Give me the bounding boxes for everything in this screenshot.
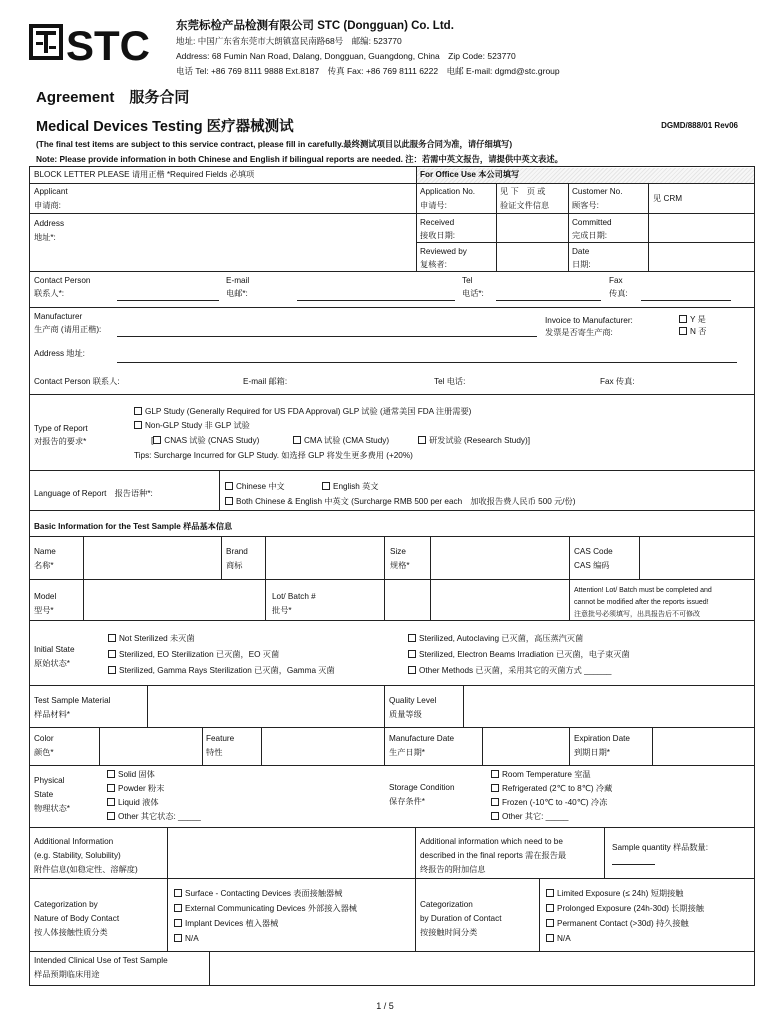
applicant-label-en: Applicant (34, 187, 68, 196)
lot-label-cn: 批号* (272, 606, 292, 615)
checkbox-icon[interactable] (408, 666, 416, 674)
model-label-cn: 型号* (34, 606, 54, 615)
additional-info-label-1: Additional Information (34, 837, 114, 846)
applicant-label-cn: 申请商: (34, 201, 61, 210)
not-sterilized-option[interactable]: Not Sterilized 未灭菌 (108, 632, 195, 646)
email-label-en: E-mail (226, 276, 250, 285)
checkbox-icon[interactable] (679, 327, 687, 335)
size-label-cn: 规格* (390, 561, 410, 570)
electron-beam-option[interactable]: Sterilized, Electron Beams Irradiation 已灭菌，电子束灭菌 (408, 648, 630, 662)
checkbox-icon[interactable] (418, 436, 426, 444)
report-type-label-en: Type of Report (34, 424, 88, 433)
glp-tips: Tips: Surcharge Incurred for GLP Study. 如选择 GLP 将发生更多费用 (+20%) (134, 451, 413, 460)
checkbox-icon[interactable] (174, 934, 182, 942)
limited-exposure-option[interactable]: Limited Exposure (≤ 24h) 短期接触 (546, 887, 683, 901)
mfr-tel-label: Tel 电话: (434, 377, 466, 386)
checkbox-icon[interactable] (174, 904, 182, 912)
manufacturer-label-cn: 生产商 (请用正楷): (34, 325, 102, 334)
other-storage-option[interactable]: Other 其它: _____ (491, 810, 568, 824)
storage-label-cn: 保存条件* (389, 797, 425, 806)
mfr-contact-label: Contact Person 联系人: (34, 377, 120, 386)
expiration-date-label-en: Expiration Date (574, 734, 630, 743)
glp-option[interactable]: GLP Study (Generally Required for US FDA Approval) GLP 试验 (通常美国 FDA 注册需要) (134, 405, 471, 419)
duration-label-2: by Duration of Contact (420, 914, 502, 923)
manufacture-date-label-en: Manufacture Date (389, 734, 455, 743)
color-label-en: Color (34, 734, 54, 743)
checkbox-icon[interactable] (107, 784, 115, 792)
company-address-en: Address: 68 Fumin Nan Road, Dalang, Dongguan, Guangdong, China Zip Code: 523770 (176, 51, 516, 61)
company-header (176, 18, 560, 79)
sample-quantity-input[interactable] (612, 864, 655, 865)
lot-label-en: Lot/ Batch # (272, 592, 316, 601)
contact-person-label-en: Contact Person (34, 276, 91, 285)
name-label-en: Name (34, 547, 56, 556)
checkbox-icon[interactable] (322, 482, 330, 490)
see-page-text: 见 下 页 或 (500, 187, 546, 196)
checkbox-icon[interactable] (108, 666, 116, 674)
color-label-cn: 颜色* (34, 748, 54, 757)
company-name: 东莞标检产品检测有限公司 STC (Dongguan) Co. Ltd. (176, 20, 454, 32)
checkbox-icon[interactable] (491, 784, 499, 792)
quality-label-en: Quality Level (389, 696, 437, 705)
english-option[interactable]: English 英文 (322, 480, 379, 494)
service-form (29, 166, 755, 979)
checkbox-icon[interactable] (134, 421, 142, 429)
checkbox-icon[interactable] (107, 798, 115, 806)
gamma-sterilized-option[interactable]: Sterilized, Gamma Rays Sterilization 已灭菌，Gamma 灭菌 (108, 664, 335, 678)
invoice-no-option[interactable]: N 否 (679, 325, 706, 339)
solid-option[interactable]: Solid 固体 (107, 768, 155, 782)
address-label-cn: 地址*: (34, 233, 56, 242)
brand-label-en: Brand (226, 547, 248, 556)
checkbox-icon[interactable] (225, 497, 233, 505)
body-contact-label-1: Categorization by (34, 900, 98, 909)
checkbox-icon[interactable] (546, 889, 554, 897)
application-no-label-cn: 申请号: (420, 201, 447, 210)
checkbox-icon[interactable] (153, 436, 161, 444)
body-contact-label-3: 按人体接触性质分类 (34, 928, 108, 937)
additional-info-label-2: (e.g. Stability, Solubility) (34, 851, 121, 860)
mfr-address-input[interactable] (117, 362, 737, 363)
non-glp-option[interactable]: Non-GLP Study 非 GLP 试验 (134, 419, 250, 433)
feature-label-cn: 特性 (206, 748, 223, 757)
date-label-cn: 日期: (572, 260, 591, 269)
material-label-cn: 样品材料* (34, 710, 70, 719)
date-label-en: Date (572, 247, 590, 256)
prolonged-exposure-option[interactable]: Prolonged Exposure (24h-30d) 长期接触 (546, 902, 704, 916)
received-label-en: Received (420, 218, 455, 227)
checkbox-icon[interactable] (134, 407, 142, 415)
fax-label-en: Fax (609, 276, 623, 285)
checkbox-icon[interactable] (491, 798, 499, 806)
checkbox-icon[interactable] (491, 812, 499, 820)
frozen-option[interactable]: Frozen (-10℃ to -40℃) 冷冻 (491, 796, 607, 810)
material-label-en: Test Sample Material (34, 696, 111, 705)
tel-label-en: Tel (462, 276, 473, 285)
duration-label-1: Categorization (420, 900, 473, 909)
research-option[interactable]: 研发试验 (Research Study)] (418, 434, 530, 448)
invoice-yes-option[interactable]: Y 是 (679, 313, 706, 327)
final-report-info-3: 终报告的附加信息 (420, 865, 486, 874)
invoice-label-en: Invoice to Manufacturer: (545, 316, 633, 325)
reviewed-label-en: Reviewed by (420, 247, 467, 256)
tel-label-cn: 电话*: (462, 289, 484, 298)
checkbox-icon[interactable] (491, 770, 499, 778)
bilingual-note: Note: Please provide information in both Chinese and English if bilingual reports are needed. 注：若需中英文报告，请提供中英文表述。 (36, 154, 563, 164)
received-label-cn: 接收日期: (420, 231, 456, 240)
quality-label-cn: 质量等级 (389, 710, 422, 719)
fax-label-cn: 传真: (609, 289, 628, 298)
storage-label-en: Storage Condition (389, 783, 455, 792)
size-label-en: Size (390, 547, 406, 556)
checkbox-icon[interactable] (107, 770, 115, 778)
page-number: 1 / 5 (376, 1001, 394, 1011)
both-language-option[interactable]: Both Chinese & English 中英文 (Surcharge RMB 500 per each 加收报告费人民币 500 元/份) (225, 495, 575, 509)
manufacturer-label-en: Manufacturer (34, 312, 83, 321)
email-label-cn: 电邮*: (226, 289, 248, 298)
permanent-contact-option[interactable]: Permanent Contact (>30d) 持久接触 (546, 917, 689, 931)
eo-sterilized-option[interactable]: Sterilized, EO Sterilization 已灭菌，EO 灭菌 (108, 648, 279, 662)
intended-use-label-cn: 样品预期临床用途 (34, 970, 100, 979)
checkbox-icon[interactable] (408, 634, 416, 642)
contact-person-label-cn: 联系人*: (34, 289, 65, 298)
liquid-option[interactable]: Liquid 液体 (107, 796, 159, 810)
expiration-date-label-cn: 到期日期* (574, 748, 610, 757)
agreement-title: Agreement 服务合同 (36, 89, 190, 106)
model-label-en: Model (34, 592, 57, 601)
checkbox-icon[interactable] (174, 919, 182, 927)
basic-info-title: Basic Information for the Test Sample 样品基本信息 (34, 522, 233, 531)
report-type-label-cn: 对报告的要求* (34, 437, 87, 446)
sample-quantity-label: Sample quantity 样品数量: (612, 843, 709, 852)
logo-text: STC (66, 22, 150, 66)
final-report-info-2: described in the final reports 需在报告最 (420, 851, 567, 860)
intended-use-label-en: Intended Clinical Use of Test Sample (34, 956, 168, 965)
committed-label-cn: 完成日期: (572, 231, 608, 240)
lot-attention-3: 注意批号必须填写，出具报告后不可修改 (574, 611, 700, 618)
lot-attention-1: Attention! Lot/ Batch must be completed and (574, 587, 712, 594)
body-contact-label-2: Nature of Body Contact (34, 914, 120, 923)
mfr-address-label: Address 地址: (34, 349, 85, 358)
language-label: Language of Report 报告语种*: (34, 489, 153, 498)
external-communicating-option[interactable]: External Communicating Devices 外部接入器械 (174, 902, 357, 916)
duration-label-3: 按接触时间分类 (420, 928, 478, 937)
final-report-info-1: Additional information which need to be (420, 837, 563, 846)
implant-option[interactable]: Implant Devices 植入器械 (174, 917, 278, 931)
initial-state-label-cn: 原始状态* (34, 659, 70, 668)
checkbox-icon[interactable] (174, 889, 182, 897)
chinese-option[interactable]: Chinese 中文 (225, 480, 285, 494)
contact-na-option[interactable]: N/A (174, 932, 199, 946)
initial-state-label-en: Initial State (34, 645, 75, 654)
lot-attention-2: cannot be modified after the reports issued! (574, 599, 709, 606)
checkbox-icon[interactable] (108, 650, 116, 658)
physical-state-label-3: 物理状态* (34, 804, 70, 813)
refrigerated-option[interactable]: Refrigerated (2℃ to 8℃) 冷藏 (491, 782, 612, 796)
checkbox-icon[interactable] (408, 650, 416, 658)
service-title: Medical Devices Testing 医疗器械测试 (36, 119, 294, 135)
duration-na-option[interactable]: N/A (546, 932, 571, 946)
tel-input[interactable] (496, 300, 601, 301)
stc-logo (28, 20, 174, 66)
room-temp-option[interactable]: Room Temperature 室温 (491, 768, 591, 782)
cnas-option[interactable]: [ CNAS 试验 (CNAS Study) (151, 436, 260, 445)
cma-option[interactable]: CMA 试验 (CMA Study) (293, 434, 389, 448)
manufacture-date-label-cn: 生产日期* (389, 748, 425, 757)
address-label-en: Address (34, 219, 65, 228)
checkbox-icon[interactable] (108, 634, 116, 642)
additional-info-label-3: 附件信息(如稳定性、溶解度) (34, 865, 138, 874)
other-state-option[interactable]: Other 其它状态: _____ (107, 810, 201, 824)
document-number: DGMD/888/01 Rev06 (661, 121, 738, 130)
reviewed-label-cn: 复核者: (420, 260, 447, 269)
checkbox-icon[interactable] (225, 482, 233, 490)
company-address-cn: 地址: 中国广东省东莞市大朗镇富民南路68号 邮编: 523770 (176, 36, 402, 46)
powder-option[interactable]: Powder 粉末 (107, 782, 164, 796)
feature-label-en: Feature (206, 734, 235, 743)
physical-state-label-1: Physical (34, 776, 65, 785)
see-page-text-cn: 验证文件信息 (500, 201, 550, 210)
name-label-cn: 名称* (34, 561, 54, 570)
other-methods-option[interactable]: Other Methods 已灭菌，采用其它的灭菌方式 ______ (408, 664, 611, 678)
cas-label-en: CAS Code (574, 547, 613, 556)
contract-note: (The final test items are subject to this service contract, please fill in carefully.最终测试项目以此服务合同为准，请仔细填写) (36, 139, 513, 149)
autoclaving-option[interactable]: Sterilized, Autoclaving 已灭菌，高压蒸汽灭菌 (408, 632, 583, 646)
checkbox-icon[interactable] (679, 315, 687, 323)
mfr-email-label: E-mail 邮箱: (243, 377, 288, 386)
checkbox-icon[interactable] (546, 904, 554, 912)
invoice-label-cn: 发票是否寄生产商: (545, 328, 613, 337)
mfr-fax-label: Fax 传真: (600, 377, 635, 386)
cas-label-cn: CAS 编码 (574, 561, 610, 570)
surface-contact-option[interactable]: Surface - Contacting Devices 表面接触器械 (174, 887, 342, 901)
fax-input[interactable] (641, 300, 731, 301)
physical-state-label-2: State (34, 790, 54, 799)
application-no-label-en: Application No. (420, 187, 476, 196)
company-contact: 电话 Tel: +86 769 8111 9888 Ext.8187 传真 Fax: +86 769 8111 6222 电邮 E-mail: dgmd@stc.group (176, 66, 560, 76)
see-crm-text: 见 CRM (653, 194, 683, 203)
office-use-title: For Office Use 本公司填写 (420, 170, 520, 179)
contact-person-input[interactable] (117, 300, 219, 301)
brand-label-cn: 商标 (226, 561, 243, 570)
checkbox-icon[interactable] (107, 812, 115, 820)
customer-no-label-en: Customer No. (572, 187, 623, 196)
checkbox-icon[interactable] (293, 436, 301, 444)
email-input[interactable] (297, 300, 455, 301)
block-letter-note: BLOCK LETTER PLEASE 请用正楷 *Required Fields 必填项 (34, 170, 255, 179)
committed-label-en: Committed (572, 218, 612, 227)
customer-no-label-cn: 顾客号: (572, 201, 599, 210)
checkbox-icon[interactable] (546, 934, 554, 942)
checkbox-icon[interactable] (546, 919, 554, 927)
manufacturer-input[interactable] (117, 336, 537, 337)
